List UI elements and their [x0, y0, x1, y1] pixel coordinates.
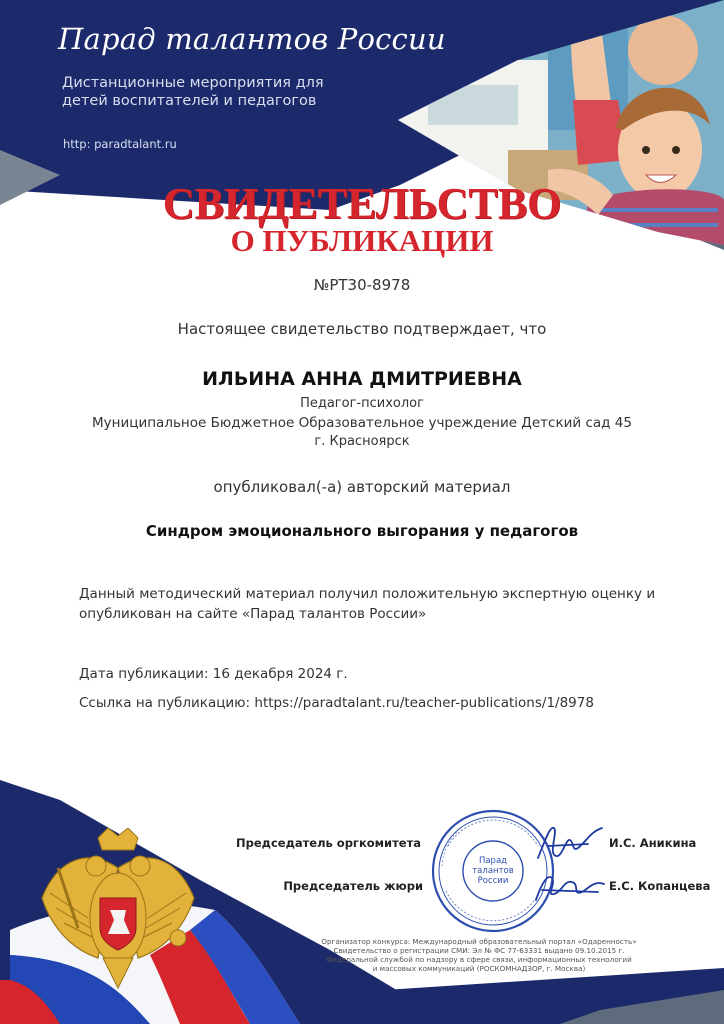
publication-topic: Синдром эмоционального выгорания у педагогов: [145, 522, 579, 540]
footer-line-2: Свидетельство о регистрации СМИ: Эл № ФС 77-63331 выдано 09.10.2015 г.: [333, 946, 625, 955]
evaluation-text: Данный методический материал получил положительную экспертную оценку и опубликован на сайте «Парад талантов России»: [79, 586, 656, 622]
stamp-line-2: талантов: [472, 866, 514, 876]
recipient-name: ИЛЬИНА АННА ДМИТРИЕВНА: [202, 368, 522, 390]
publication-link: Ссылка на публикацию: https://paradtalant.ru/teacher-publications/1/8978: [79, 695, 594, 711]
brand-subtitle: Дистанционные мероприятия для детей воспитателей и педагогов: [62, 75, 324, 109]
chair-jury-name: Е.С. Копанцева: [609, 879, 711, 893]
chair-committee-name: И.С. Аникина: [609, 836, 697, 850]
recipient-position: Педагог-психолог: [300, 396, 424, 411]
recipient-organization: Муниципальное Бюджетное Образовательное учреждение Детский сад 45: [92, 415, 632, 431]
certificate-title: СВИДЕТЕЛЬСТВО: [162, 179, 562, 228]
confirms-text: Настоящее свидетельство подтверждает, что: [177, 320, 547, 338]
coat-of-arms-icon: [38, 828, 198, 998]
brand-url: http: paradtalant.ru: [63, 137, 177, 151]
published-text: опубликовал(-а) авторский материал: [213, 478, 511, 496]
brand-title: Парад талантов России: [58, 22, 446, 56]
certificate-number: №PT30-8978: [313, 276, 411, 294]
footer-line-4: и массовых коммуникаций (РОСКОМНАДЗОР, г. Москва): [372, 964, 586, 973]
stamp-line-1: Парад: [478, 856, 508, 866]
recipient-city: г. Красноярск: [314, 434, 410, 449]
chair-committee-label: Председатель оргкомитета: [236, 836, 421, 850]
signature-committee: [528, 818, 608, 868]
publication-date: Дата публикации: 16 декабря 2024 г.: [79, 666, 348, 682]
chair-jury-label: Председатель жюри: [283, 879, 423, 893]
footer-line-1: Организатор конкурса: Международный образовательный портал «Одаренность»: [321, 937, 637, 946]
footer-organizer-info: [316, 937, 642, 973]
certificate-subtitle: О ПУБЛИКАЦИИ: [230, 223, 494, 258]
footer-line-3: Федеральной службой по надзору в сфере связи, информационных технологий: [326, 955, 632, 964]
stamp-line-3: России: [477, 876, 509, 886]
signature-jury: [528, 862, 608, 912]
